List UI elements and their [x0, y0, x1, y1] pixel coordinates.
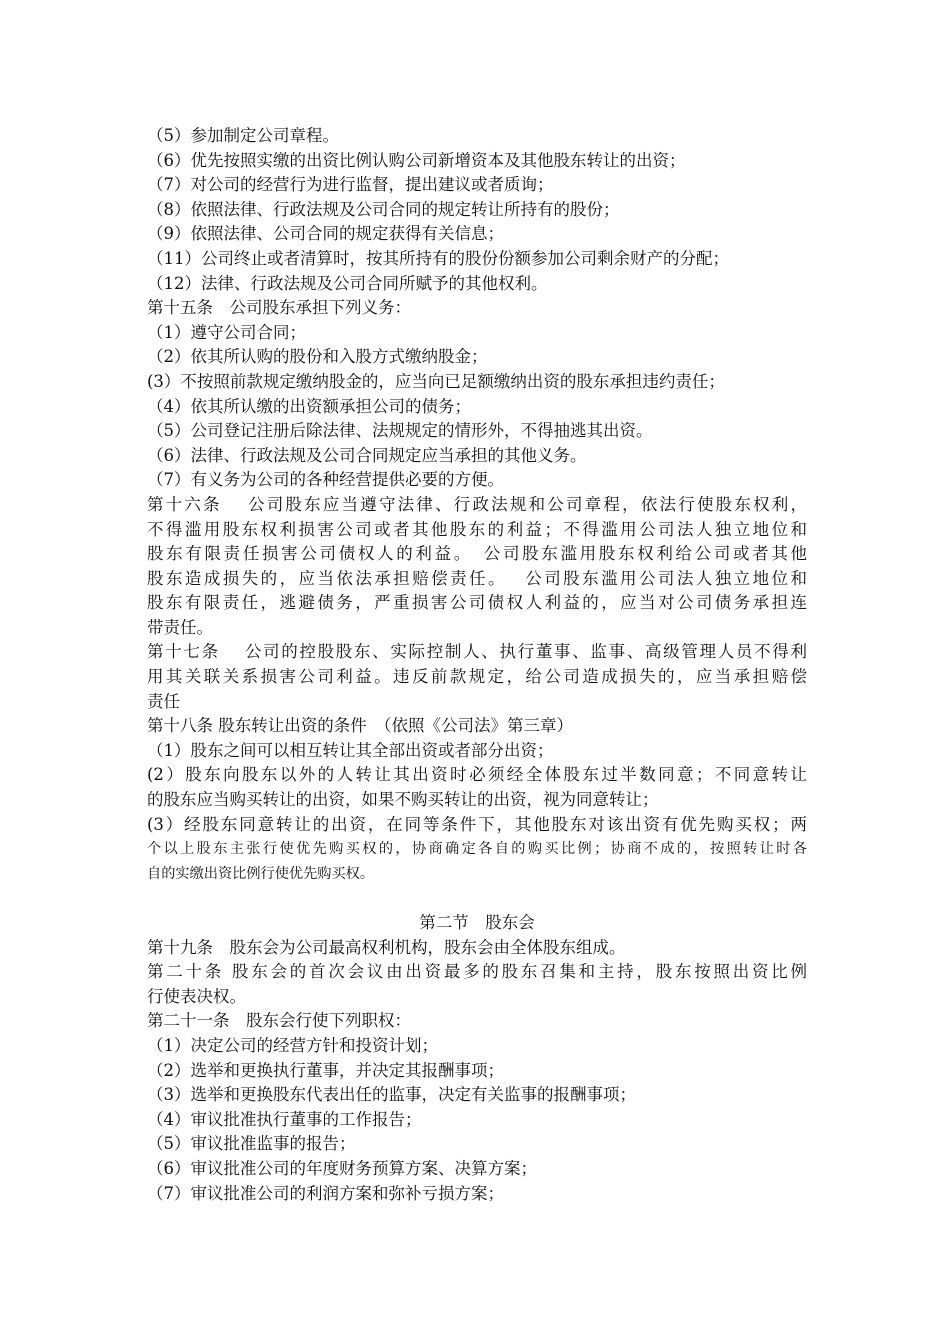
text-line: （7）有义务为公司的各种经营提供必要的方便。: [147, 470, 504, 490]
text-line: (3）经股东同意转让的出资，在同等条件下，其他股东对该出资有优先购买权；两: [147, 814, 807, 834]
section-title: 第二节 股东会: [419, 913, 535, 932]
text-line: （5）公司登记注册后除法律、法规规定的情形外，不得抽逃其出资。: [147, 421, 653, 441]
text-line: （6）法律、行政法规及公司合同规定应当承担的其他义务。: [147, 445, 587, 465]
text-line: （2）依其所认购的股份和入股方式缴纳股金；: [147, 347, 488, 367]
text-line: 带责任。: [147, 617, 213, 637]
text-line: （6）审议批准公司的年度财务预算方案、决算方案；: [147, 1158, 537, 1178]
text-line: 第二十一条 股东会行使下列职权：: [147, 1011, 411, 1031]
text-line: （9）依照法律、公司合同的规定获得有关信息；: [147, 224, 504, 244]
text-line: （6）优先按照实缴的出资比例认购公司新增资本及其他股东转让的出资；: [147, 150, 686, 170]
text-line: （1）遵守公司合同；: [147, 322, 306, 342]
text-line: (3）不按照前款规定缴纳股金的，应当向已足额缴纳出资的股东承担违约责任；: [147, 371, 725, 391]
article-lines-part-two: [147, 936, 807, 1207]
text-line: 第十七条 公司的控股股东、实际控制人、执行董事、监事、高级管理人员不得利: [147, 642, 807, 662]
text-line: （4）依其所认缴的出资额承担公司的债务；: [147, 396, 471, 416]
text-line: 责任: [147, 691, 180, 711]
text-line: 第十八条 股东转让出资的条件 （依照《公司法》第三章）: [147, 716, 573, 736]
text-line: 自的实缴出资比例行使优先购买权。: [147, 865, 375, 882]
text-line: 不得滥用股东权利损害公司或者其他股东的利益；不得滥用公司法人独立地位和: [147, 519, 807, 539]
blank-line: [147, 886, 807, 911]
text-line: （7）审议批准公司的利润方案和弥补亏损方案；: [147, 1183, 504, 1203]
document-body: [147, 124, 807, 1206]
text-line: 个以上股东主张行使优先购买权的，协商确定各自的购买比例；协商不成的，按照转让时各: [147, 841, 807, 858]
text-line: （3）选举和更换股东代表出任的监事，决定有关监事的报酬事项；: [147, 1085, 636, 1105]
text-line: 股东有限责任，逃避债务，严重损害公司债权人利益的，应当对公司债务承担连: [147, 593, 807, 613]
text-line: （4）审议批准执行董事的工作报告；: [147, 1109, 422, 1129]
text-line: 股东造成损失的，应当依法承担赔偿责任。 公司股东滥用公司法人独立地位和: [147, 568, 807, 588]
text-line: （5）审议批准监事的报告；: [147, 1134, 356, 1154]
text-line: 第十五条 公司股东承担下列义务：: [147, 298, 411, 318]
text-line: 的股东应当购买转让的出资，如果不购买转让的出资，视为同意转让；: [147, 790, 659, 810]
text-line: （7）对公司的经营行为进行监督，提出建议或者质询；: [147, 175, 554, 195]
text-line: 第十九条 股东会为公司最高权利机构，股东会由全体股东组成。: [147, 937, 626, 957]
text-line: （1）决定公司的经营方针和投资计划；: [147, 1035, 438, 1055]
text-line: 第二十条 股东会的首次会议由出资最多的股东召集和主持，股东按照出资比例: [147, 962, 807, 982]
text-line: （11）公司终止或者清算时，按其所持有的股份份额参加公司剩余财产的分配；: [147, 248, 729, 268]
text-line: （12）法律、行政法规及公司合同所赋予的其他权利。: [147, 273, 548, 293]
text-line: 股东有限责任损害公司债权人的利益。 公司股东滥用股东权利给公司或者其他: [147, 544, 807, 564]
text-line: 第十六条 公司股东应当遵守法律、行政法规和公司章程，依法行使股东权利，: [147, 494, 807, 514]
text-line: （8）依照法律、行政法规及公司合同的规定转让所持有的股份；: [147, 199, 620, 219]
article-lines-part-one: [147, 124, 807, 886]
text-line: （1）股东之间可以相互转让其全部出资或者部分出资；: [147, 740, 554, 760]
text-line: (2）股东向股东以外的人转让其出资时必须经全体股东过半数同意；不同意转让: [147, 765, 807, 785]
text-line: （2）选举和更换执行董事，并决定其报酬事项；: [147, 1060, 504, 1080]
text-line: 用其关联关系损害公司利益。违反前款规定，给公司造成损失的，应当承担赔偿: [147, 667, 807, 687]
text-line: 行使表决权。: [147, 986, 246, 1006]
text-line: （5）参加制定公司章程。: [147, 126, 339, 145]
